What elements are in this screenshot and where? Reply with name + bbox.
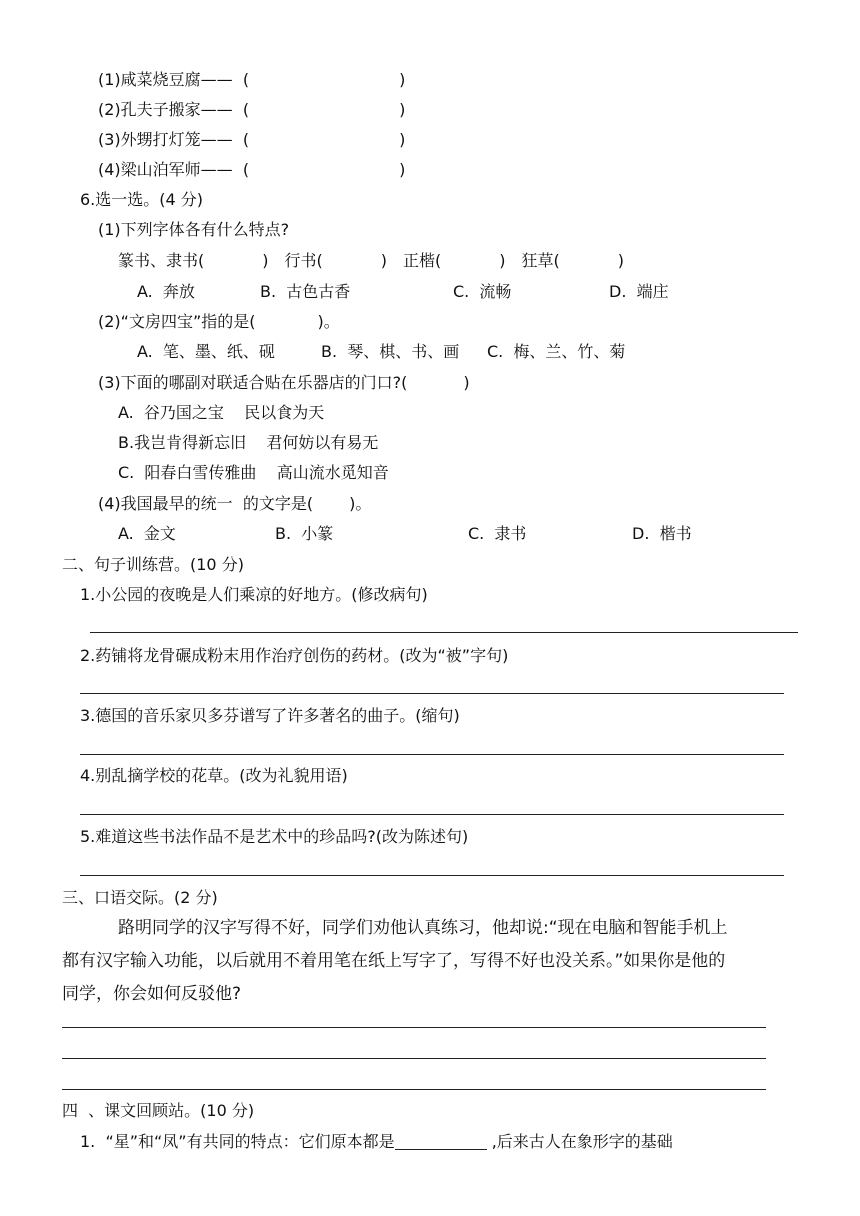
answer-line[interactable] [80,754,784,755]
section2-item-1: 1.小公园的夜晚是人们乘凉的好地方。(修改病句) [80,585,428,604]
q6-sub2-option-c: C. 梅、兰、竹、菊 [487,342,626,361]
q6-title: 6.选一选。(4 分) [80,190,204,209]
q6-sub2-option-a: A. 笔、墨、纸、砚 [137,342,275,361]
answer-line[interactable] [80,693,784,694]
q5-item-3: (3)外甥打灯笼—— ( ) [98,130,406,149]
section2-item-2: 2.药铺将龙骨碾成粉末用作治疗创伤的药材。(改为“被”字句) [80,646,509,665]
section4-item-1: 1. “星”和“凤”有共同的特点：它们原本都是 ,后来古人在象形字的基础 [80,1132,673,1151]
section2-item-4: 4.别乱摘学校的花草。(改为礼貌用语) [80,766,348,785]
answer-line[interactable] [80,814,784,815]
q6-sub4-option-b: B. 小篆 [275,524,334,543]
q6-sub2-option-b: B. 琴、棋、书、画 [321,342,460,361]
answer-line[interactable] [90,632,798,633]
q5-item-1: (1)咸菜烧豆腐—— ( ) [98,70,406,89]
q6-sub4-stem: (4)我国最早的统一 的文字是( )。 [98,494,372,513]
section2-title: 二、句子训练营。(10 分) [62,555,244,574]
q6-sub3-stem: (3)下面的哪副对联适合贴在乐器店的门口?( ) [98,373,470,392]
section3-paragraph-line-1: 路明同学的汉字写得不好，同学们劝他认真练习，他却说:“现在电脑和智能手机上 [118,918,728,938]
q6-sub1-option-d: D. 端庄 [609,282,669,301]
q6-sub3-option-c: C. 阳春白雪传雅曲 高山流水觅知音 [118,463,389,482]
q6-sub4-option-a: A. 金文 [118,524,176,543]
q6-sub1-stem: (1)下列字体各有什么特点? [98,220,290,239]
section2-item-5: 5.难道这些书法作品不是艺术中的珍品吗?(改为陈述句) [80,827,469,846]
q6-sub3-option-a: A. 谷乃国之宝 民以食为天 [118,403,325,422]
section4-title: 四 、课文回顾站。(10 分) [62,1101,255,1120]
section2-item-3: 3.德国的音乐家贝多芬谱写了许多著名的曲子。(缩句) [80,706,460,725]
fill-in-blank[interactable] [395,1133,487,1150]
section3-paragraph-line-3: 同学，你会如何反驳他? [62,984,242,1004]
q6-sub1-blanks: 篆书、隶书( ) 行书( ) 正楷( ) 狂草( ) [118,251,624,270]
answer-line[interactable] [80,875,784,876]
q6-sub4-option-c: C. 隶书 [468,524,527,543]
q6-sub1-option-a: A. 奔放 [137,282,195,301]
section3-title: 三、口语交际。(2 分) [62,888,218,907]
q6-sub4-option-d: D. 楷书 [632,524,692,543]
answer-line[interactable] [62,1058,766,1059]
answer-line[interactable] [62,1027,766,1028]
answer-line[interactable] [62,1089,766,1090]
q6-sub2-stem: (2)“文房四宝”指的是( )。 [98,312,340,331]
section3-paragraph-line-2: 都有汉字输入功能，以后就用不着用笔在纸上写字了，写得不好也没关系。”如果你是他的 [62,951,726,971]
q6-sub1-option-b: B. 古色古香 [260,282,351,301]
q5-item-4: (4)梁山泊军师—— ( ) [98,160,406,179]
q5-item-2: (2)孔夫子搬家—— ( ) [98,100,406,119]
q6-sub1-option-c: C. 流畅 [453,282,512,301]
q6-sub3-option-b: B.我岂肯得新忘旧 君何妨以有易无 [118,433,379,452]
